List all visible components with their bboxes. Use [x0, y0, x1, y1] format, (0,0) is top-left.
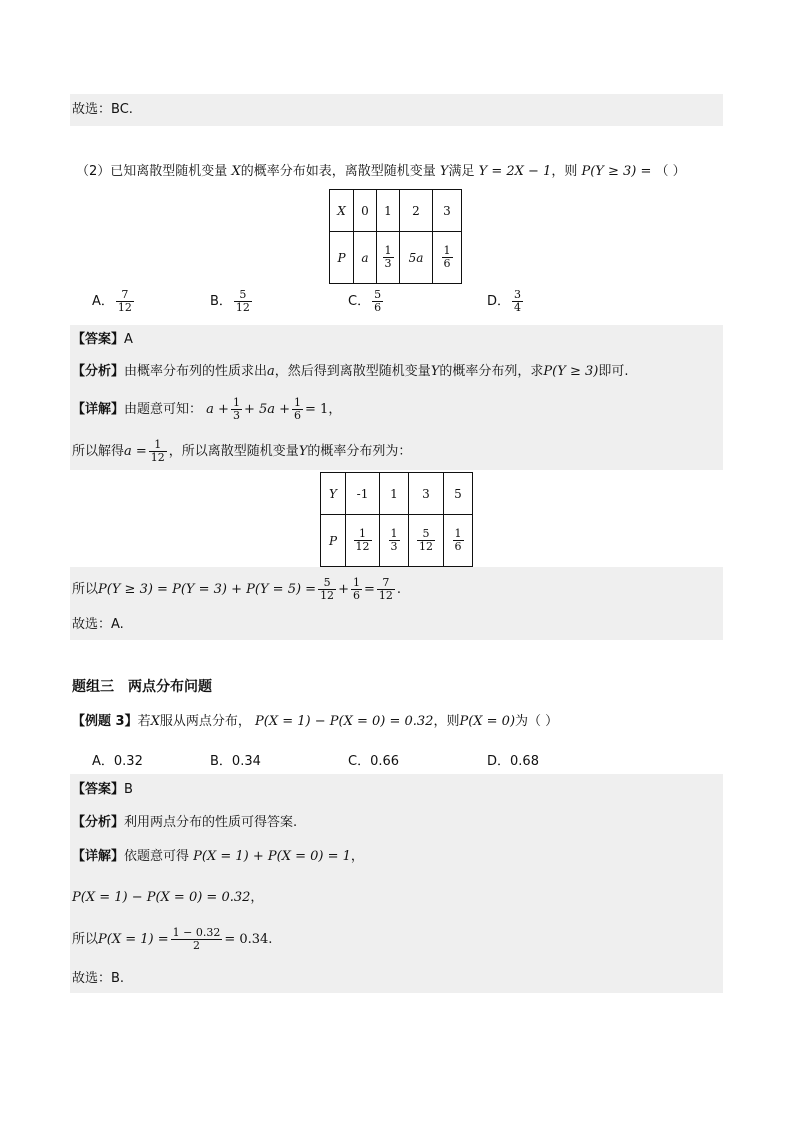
- table-cell: 5a: [400, 232, 433, 284]
- option-c[interactable]: [348, 289, 385, 314]
- answer-tag: 【答案】: [72, 332, 125, 347]
- math-expression: P(Y ≥ 3) =: [581, 164, 652, 179]
- table-cell: [380, 515, 409, 567]
- option-label: A．: [92, 754, 114, 769]
- table-cell: 1: [377, 190, 400, 232]
- table-cell: [433, 232, 462, 284]
- fraction: $\frac{1}{6}$: [294, 396, 302, 422]
- question-text: 已知离散型随机变量: [110, 164, 228, 179]
- fraction: $\frac{7}{12}$: [378, 576, 393, 602]
- analysis-tag: 【分析】: [72, 364, 125, 379]
- calc-line: [72, 927, 272, 952]
- math-var: Y: [430, 364, 440, 379]
- solve-line: [72, 439, 411, 464]
- question-2: [76, 163, 686, 181]
- text: ，: [350, 849, 364, 864]
- option-b[interactable]: [210, 750, 261, 769]
- text: 依题意可得: [124, 849, 190, 864]
- detail-tag: 【详解】: [72, 402, 125, 417]
- answer-blank: （ ）: [655, 164, 686, 179]
- fraction: $\frac{5}{12}$: [320, 576, 335, 602]
- text: ，: [250, 890, 264, 905]
- table-cell: 5: [444, 473, 473, 515]
- math-expression: P(Y ≥ 3) = P(Y = 3) + P(Y = 5) =: [98, 582, 317, 597]
- text: 的概率分布列为：: [307, 444, 412, 459]
- answer-shade-top: [70, 94, 723, 126]
- answer-line: [72, 781, 133, 799]
- text: ，然后得到离散型随机变量: [274, 364, 431, 379]
- math-expression: = 0.34.: [224, 932, 273, 947]
- table-cell: [346, 515, 380, 567]
- final-line: [72, 970, 124, 988]
- math-expression: P(X = 1) − P(X = 0) = 0.32: [72, 890, 251, 905]
- table-cell: 2: [400, 190, 433, 232]
- math-expression: P(X = 0): [459, 714, 516, 729]
- equation-line: [72, 889, 263, 907]
- table-cell: X: [330, 190, 354, 232]
- option-label: C．: [348, 294, 371, 309]
- option-label: B．: [210, 294, 232, 309]
- table-cell: Y: [321, 473, 346, 515]
- fraction: $\frac{5}{12}$: [419, 527, 433, 553]
- option-a[interactable]: [92, 750, 143, 769]
- text: 由概率分布列的性质求出: [124, 364, 268, 379]
- table-cell: -1: [346, 473, 380, 515]
- table-cell: 0: [354, 190, 377, 232]
- section-title: 题组三 两点分布问题: [72, 679, 212, 695]
- option-label: A．: [92, 294, 114, 309]
- fraction: $\frac{1 - 0.32}{2}$: [172, 926, 221, 952]
- option-label: C．: [348, 754, 371, 769]
- math-expression: = 1: [305, 402, 329, 417]
- distribution-table-y: [320, 472, 473, 567]
- text: 若: [137, 714, 151, 729]
- section-heading: [72, 678, 212, 696]
- question-number: （2）: [76, 164, 111, 179]
- fraction: $\frac{1}{12}$: [150, 438, 165, 464]
- calc-line: [72, 577, 401, 602]
- example-3: [72, 713, 558, 731]
- fraction: $\frac{3}{4}$: [514, 288, 522, 314]
- option-value: 0.32: [113, 754, 143, 769]
- question-text: 满足: [448, 164, 475, 179]
- text: 利用两点分布的性质可得答案.: [124, 815, 298, 830]
- final-answer: 故选：A.: [72, 617, 124, 632]
- math-expression: P(X = 1) =: [98, 932, 169, 947]
- text: 服从两点分布，: [159, 714, 251, 729]
- table-cell: 3: [409, 473, 444, 515]
- fraction: $\frac{1}{6}$: [454, 527, 462, 553]
- option-d[interactable]: [487, 750, 539, 769]
- analysis-line: [72, 814, 297, 832]
- table-cell: a: [354, 232, 377, 284]
- option-value: 0.66: [370, 754, 400, 769]
- operator: +: [338, 582, 349, 597]
- top-answer-text: 故选：BC.: [72, 102, 133, 117]
- option-a[interactable]: [92, 289, 136, 314]
- math-expression: P(X = 1) − P(X = 0) = 0.32: [255, 714, 434, 729]
- option-value: 0.34: [231, 754, 261, 769]
- text: 为（ ）: [515, 714, 559, 729]
- option-label: B．: [210, 754, 232, 769]
- analysis-line: [72, 363, 628, 381]
- option-c[interactable]: [348, 750, 399, 769]
- detail-tag: 【详解】: [72, 849, 125, 864]
- fraction: $\frac{1}{6}$: [352, 576, 360, 602]
- text: 的概率分布列，求: [439, 364, 544, 379]
- fraction: $\frac{1}{3}$: [232, 396, 240, 422]
- table-cell: [377, 232, 400, 284]
- text: 所以: [72, 932, 99, 947]
- answer-value: A: [124, 332, 133, 347]
- math-expression: a =: [124, 444, 147, 459]
- fraction: $\frac{7}{12}$: [117, 288, 132, 314]
- answer-line: [72, 331, 133, 349]
- detail-line: [72, 397, 341, 422]
- text: ，所以离散型随机变量: [168, 444, 299, 459]
- distribution-table-x: [329, 189, 462, 284]
- detail-line: [72, 848, 364, 866]
- example-tag: 【例题 3】: [72, 714, 138, 729]
- top-answer-line: [72, 101, 133, 119]
- fraction: $\frac{1}{3}$: [384, 244, 392, 270]
- math-expression: P(Y ≥ 3): [543, 364, 599, 379]
- operator: =: [363, 582, 375, 597]
- answer-value: B: [124, 782, 133, 797]
- math-var: Y: [439, 164, 449, 179]
- table-cell: P: [321, 515, 346, 567]
- solution-shade-3: [70, 774, 723, 993]
- fraction: $\frac{1}{3}$: [390, 527, 398, 553]
- table-cell: 3: [433, 190, 462, 232]
- table-cell: P: [330, 232, 354, 284]
- option-value: 0.68: [510, 754, 539, 769]
- text: .: [396, 582, 402, 597]
- text: 即可.: [598, 364, 629, 379]
- math-var: X: [231, 164, 241, 179]
- table-cell: [409, 515, 444, 567]
- math-var: a: [267, 364, 275, 379]
- option-d[interactable]: [487, 289, 525, 314]
- table-cell: 1: [380, 473, 409, 515]
- math-expression: P(X = 1) + P(X = 0) = 1: [193, 849, 351, 864]
- question-text: 的概率分布如表，离散型随机变量: [240, 164, 436, 179]
- math-var: Y: [298, 444, 308, 459]
- fraction: $\frac{5}{6}$: [374, 288, 382, 314]
- text: ，则: [433, 714, 460, 729]
- math-expression: a +: [206, 402, 229, 417]
- text: 所以: [72, 582, 99, 597]
- option-label: D．: [487, 754, 511, 769]
- question-text: ，则: [551, 164, 578, 179]
- option-b[interactable]: [210, 289, 254, 314]
- fraction: $\frac{1}{12}$: [355, 527, 370, 553]
- fraction: $\frac{1}{6}$: [443, 244, 451, 270]
- final-answer: 故选：B.: [72, 971, 125, 986]
- text: ，: [328, 402, 342, 417]
- final-line: [72, 616, 124, 634]
- text: 所以解得: [72, 444, 125, 459]
- math-var: X: [150, 714, 160, 729]
- analysis-tag: 【分析】: [72, 815, 125, 830]
- option-label: D．: [487, 294, 511, 309]
- text: 由题意可知：: [124, 402, 203, 417]
- fraction: $\frac{5}{12}$: [235, 288, 250, 314]
- answer-tag: 【答案】: [72, 782, 125, 797]
- math-expression: Y = 2X − 1: [478, 164, 552, 179]
- table-cell: [444, 515, 473, 567]
- math-expression: + 5a +: [243, 402, 291, 417]
